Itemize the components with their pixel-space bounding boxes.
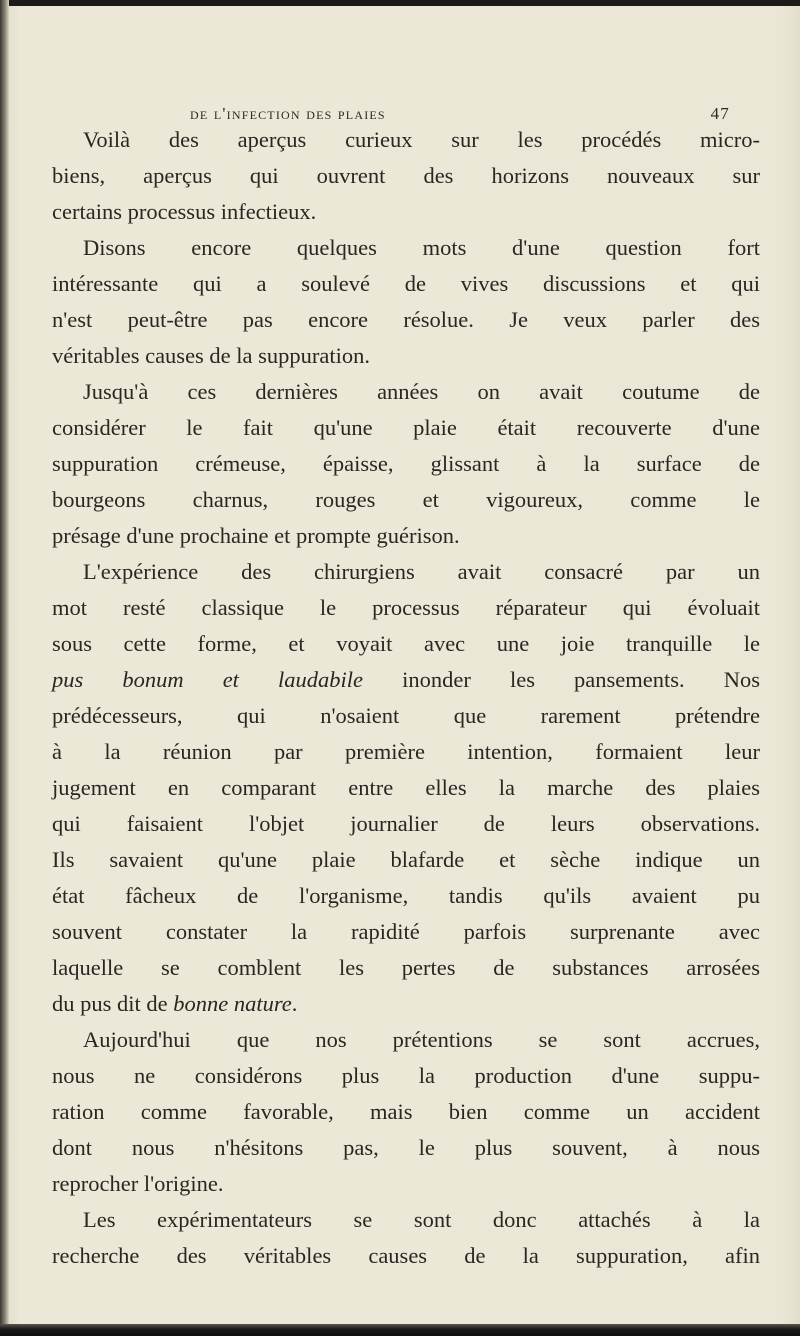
- text-line: Jusqu'à ces dernières années on avait coutume de: [83, 379, 760, 404]
- text-line: intéressante qui a soulevé de vives discussions et qui: [52, 271, 760, 296]
- text-segment: du pus dit de: [52, 991, 174, 1016]
- text-line: nous ne considérons plus la production d'une suppu-: [52, 1063, 760, 1088]
- text-line: Disons encore quelques mots d'une question fort: [83, 235, 760, 260]
- italic-phrase: bonne nature: [173, 991, 292, 1016]
- text-line: sous cette forme, et voyait avec une joie tranquille le: [52, 631, 760, 656]
- top-edge-rule: [0, 0, 800, 6]
- text-line: qui faisaient l'objet journalier de leurs observations.: [52, 811, 760, 836]
- page-number: 47: [710, 104, 730, 123]
- running-title: de l'infection des plaies: [190, 104, 386, 123]
- text-line: Les expérimentateurs se sont donc attachés à la: [83, 1207, 760, 1232]
- text-line: état fâcheux de l'organisme, tandis qu'ils avaient pu: [52, 883, 760, 908]
- bottom-edge-rule: [0, 1324, 800, 1336]
- text-line: présage d'une prochaine et prompte guérison.: [52, 523, 460, 548]
- text-line: prédécesseurs, qui n'osaient que rarement prétendre: [52, 703, 760, 728]
- text-line: [52, 986, 760, 1022]
- text-line: ration comme favorable, mais bien comme un accident: [52, 1099, 760, 1124]
- text-line: jugement en comparant entre elles la marche des plaies: [52, 775, 760, 800]
- text-line: suppuration crémeuse, épaisse, glissant à la surface de: [52, 451, 760, 476]
- text-line: n'est peut-être pas encore résolue. Je veux parler des: [52, 307, 760, 332]
- text-line: certains processus infectieux.: [52, 199, 317, 224]
- text-line: biens, aperçus qui ouvrent des horizons nouveaux sur: [52, 163, 760, 188]
- text-line: mot resté classique le processus réparateur qui évoluait: [52, 595, 760, 620]
- text-line: recherche des véritables causes de la suppuration, afin: [52, 1243, 760, 1268]
- text-line: dont nous n'hésitons pas, le plus souvent, à nous: [52, 1135, 760, 1160]
- italic-phrase: pus bonum et laudabile: [52, 667, 364, 692]
- text-line: à la réunion par première intention, formaient leur: [52, 739, 760, 764]
- text-segment: inonder les pansements. Nos: [363, 667, 760, 692]
- page-gutter-shadow: [0, 0, 9, 1336]
- text-line: laquelle se comblent les pertes de substances arrosées: [52, 955, 760, 980]
- text-line: L'expérience des chirurgiens avait consacré par un: [83, 559, 760, 584]
- text-line: souvent constater la rapidité parfois surprenante avec: [52, 919, 760, 944]
- text-line: considérer le fait qu'une plaie était recouverte d'une: [52, 415, 760, 440]
- text-line: véritables causes de la suppuration.: [52, 343, 371, 368]
- text-segment: .: [291, 991, 298, 1016]
- text-line: [52, 662, 760, 698]
- text-line: reprocher l'origine.: [52, 1171, 224, 1196]
- text-line: Voilà des aperçus curieux sur les procédés micro-: [83, 127, 760, 152]
- text-line: bourgeons charnus, rouges et vigoureux, comme le: [52, 487, 760, 512]
- text-line: Ils savaient qu'une plaie blafarde et sèche indique un: [52, 847, 760, 872]
- text-line: Aujourd'hui que nos prétentions se sont accrues,: [83, 1027, 760, 1052]
